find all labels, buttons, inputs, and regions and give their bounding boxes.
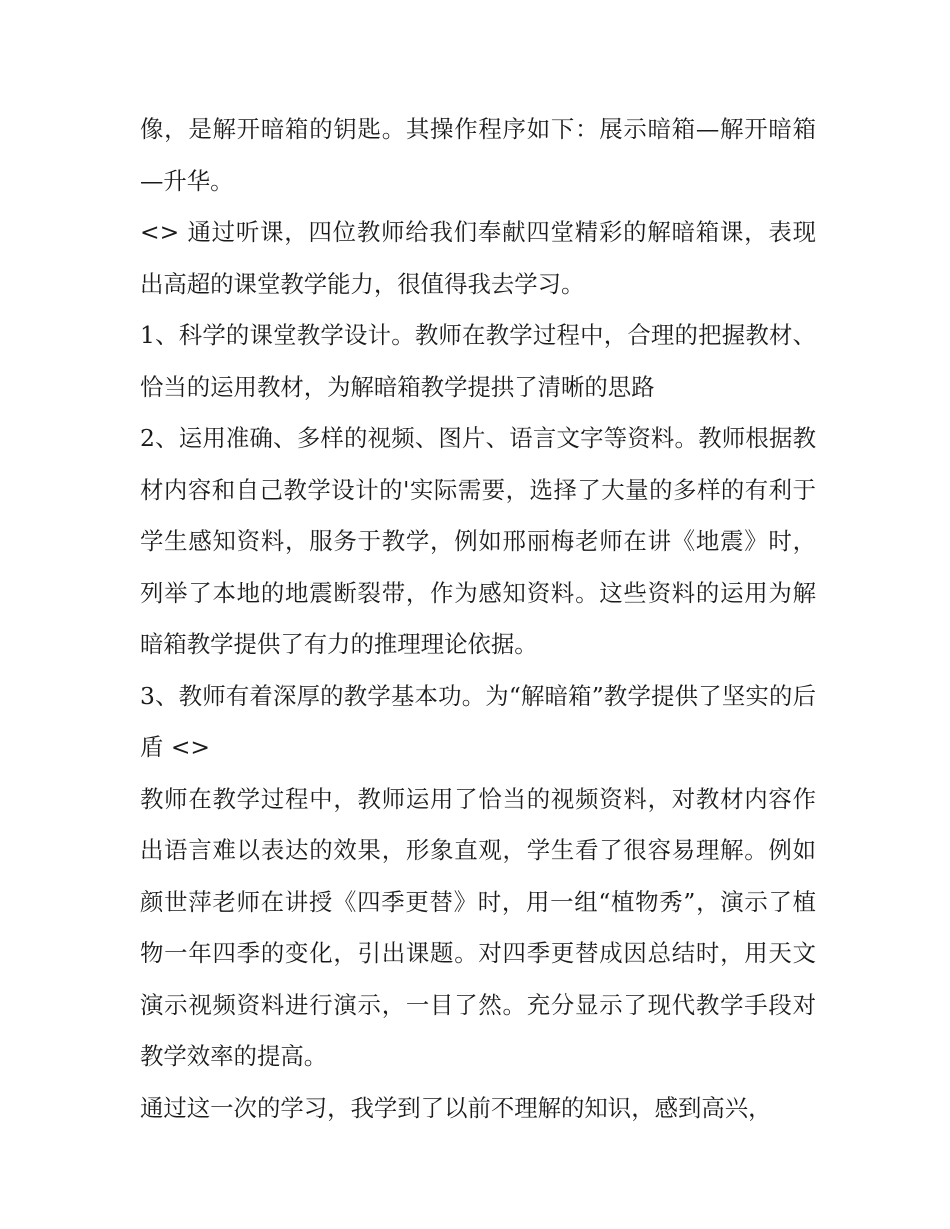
- paragraph-6: 教师在教学过程中，教师运用了恰当的视频资料，对教材内容作出语言难以表达的效果，形象直观，学生看了很容易理解。例如颜世萍老师在讲授《四季更替》时，用一组“植物秀”，演示了植物一年四季的变化，引出课题。对四季更替成因总结时，用天文演示视频资料进行演示，一目了然。充分显示了现代教学手段对教学效率的提高。: [140, 784, 816, 1070]
- document-body: [140, 104, 816, 1134]
- paragraph-4: 2、运用准确、多样的视频、图片、语言文字等资料。教师根据教材内容和自己教学设计的'实际需要，选择了大量的多样的有利于学生感知资料，服务于教学，例如邢丽梅老师在讲《地震》时，列举了本地的地震断裂带，作为感知资料。这些资料的运用为解暗箱教学提供了有力的推理理论依据。: [140, 424, 816, 658]
- paragraph-7: 通过这一次的学习，我学到了以前不理解的知识，感到高兴，: [140, 1093, 772, 1122]
- paragraph-2: <> 通过听课，四位教师给我们奉献四堂精彩的解暗箱课，表现出高超的课堂教学能力，很值得我去学习。: [140, 218, 816, 298]
- paragraph-1: 像，是解开暗箱的钥匙。其操作程序如下：展示暗箱—解开暗箱—升华。: [140, 115, 816, 195]
- paragraph-5: 3、教师有着深厚的教学基本功。为“解暗箱”教学提供了坚实的后盾 <>: [140, 681, 816, 761]
- paragraph-3: 1、科学的课堂教学设计。教师在教学过程中，合理的把握教材、恰当的运用教材，为解暗箱教学提拱了清晰的思路: [140, 321, 816, 401]
